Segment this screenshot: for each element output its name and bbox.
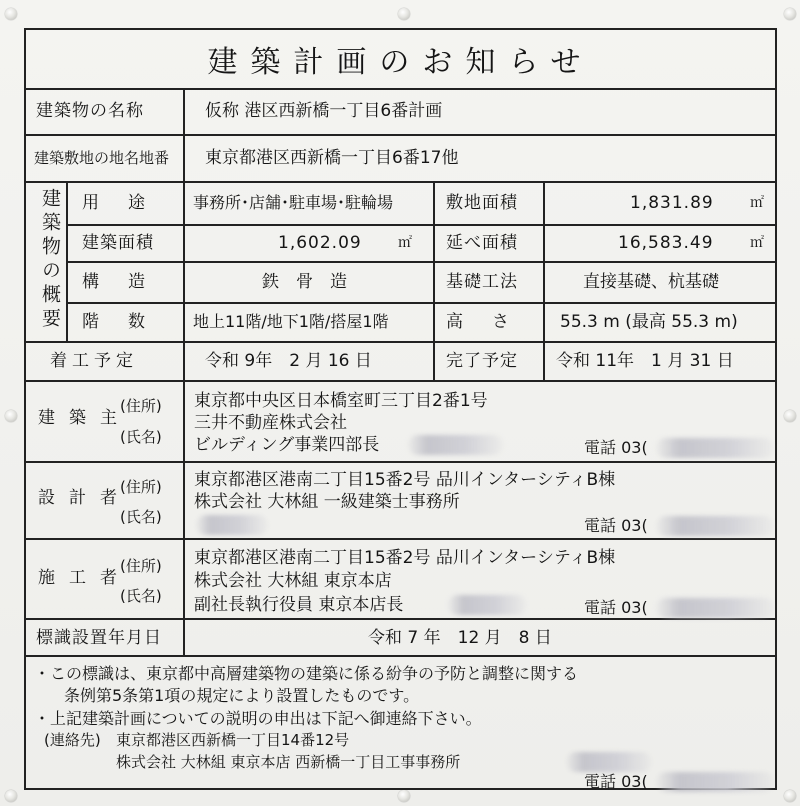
posted-date-label: 標識設置年月日 [36, 628, 162, 648]
contact-tag: (連絡先) [44, 731, 101, 749]
divider [24, 538, 777, 540]
owner-label: 建築主 [38, 408, 131, 428]
note-line: ・上記建築計画についての説明の申出は下記へ御連絡下さい。 [34, 709, 482, 728]
name-tag: (氏名) [120, 587, 162, 605]
site-area-label: 敷地面積 [446, 193, 518, 213]
redacted-phone [656, 772, 774, 792]
redacted-phone [656, 516, 774, 536]
name-tag: (氏名) [120, 508, 162, 526]
floors-value: 地上11階/地下1階/搭屋1階 [193, 312, 389, 331]
designer-label: 設計者 [38, 488, 131, 508]
redacted-name [408, 435, 503, 455]
owner-company: 三井不動産株式会社 [194, 413, 347, 433]
foundation-label: 基礎工法 [446, 272, 518, 292]
divider [66, 261, 777, 263]
redacted-phone [656, 598, 774, 618]
use-value: 事務所･店舗･駐車場･駐輪場 [193, 193, 394, 212]
structure-label: 構 造 [82, 272, 151, 292]
divider [24, 181, 777, 183]
area-unit: ㎡ [750, 235, 764, 251]
note-line: 条例第5条第1項の規定により設置したものです。 [64, 686, 420, 705]
designer-address: 東京都港区港南二丁目15番2号 品川インターシティB棟 [194, 470, 616, 490]
foundation-value: 直接基礎、杭基礎 [583, 272, 719, 292]
posted-date-value: 令和 7 年 12 月 8 日 [368, 628, 552, 648]
divider [24, 341, 777, 343]
address-tag: (住所) [120, 478, 162, 496]
divider [24, 380, 777, 382]
redacted-name [448, 595, 526, 615]
builder-address: 東京都港区港南二丁目15番2号 品川インターシティB棟 [194, 548, 616, 568]
building-name-label: 建築物の名称 [36, 101, 144, 121]
contact-address: 東京都港区西新橋一丁目14番12号 [116, 731, 350, 749]
structure-value: 鉄 骨 造 [262, 272, 347, 292]
completion-label: 完了予定 [446, 351, 518, 371]
divider [24, 134, 777, 136]
redacted-name [196, 515, 268, 535]
building-area-value: 1,602.09 [278, 233, 362, 253]
bolt-icon [5, 790, 17, 802]
bolt-icon [398, 8, 410, 20]
contact-name: 株式会社 大林組 東京本店 西新橋一丁目工事事務所 [116, 753, 461, 771]
builder-company: 株式会社 大林組 東京本店 [194, 571, 392, 591]
start-date: 令和 9年 2 月 16 日 [205, 351, 372, 371]
bolt-icon [5, 410, 17, 422]
divider [66, 224, 777, 226]
building-area-label: 建築面積 [82, 233, 154, 253]
bolt-icon [784, 410, 796, 422]
height-label: 高 さ [446, 312, 515, 332]
divider [66, 302, 777, 304]
owner-phone: 電話 03( [584, 438, 648, 457]
use-label: 用 途 [82, 193, 151, 213]
floor-area-value: 16,583.49 [618, 233, 714, 253]
address-tag: (住所) [120, 397, 162, 415]
completion-date: 令和 11年 1 月 31 日 [556, 351, 734, 371]
builder-label: 施工者 [38, 568, 131, 588]
address-tag: (住所) [120, 557, 162, 575]
divider [543, 181, 545, 380]
building-name-value: 仮称 港区西新橋一丁目6番計画 [205, 101, 443, 121]
redacted-name [566, 752, 652, 772]
owner-address: 東京都中央区日本橋室町三丁目2番1号 [194, 391, 488, 411]
area-unit: ㎡ [398, 235, 412, 251]
divider [66, 181, 68, 341]
contact-phone: 電話 03( [584, 772, 648, 791]
divider [24, 88, 777, 90]
site-area-value: 1,831.89 [630, 193, 714, 213]
note-line: ・この標識は、東京都中高層建築物の建築に係る紛争の予防と調整に関する [34, 664, 579, 683]
start-label: 着工予定 [50, 351, 138, 371]
site-address-value: 東京都港区西新橋一丁目6番17他 [205, 148, 459, 168]
redacted-phone [656, 438, 774, 458]
sign-title: 建築計画のお知らせ [207, 45, 594, 80]
bolt-icon [784, 8, 796, 20]
builder-phone: 電話 03( [584, 598, 648, 617]
bolt-icon [398, 790, 410, 802]
bolt-icon [784, 790, 796, 802]
owner-department: ビルディング事業四部長 [194, 435, 380, 455]
overview-group-label: 建築物の概要 [39, 188, 61, 332]
divider [24, 618, 777, 620]
divider [183, 88, 185, 655]
name-tag: (氏名) [120, 428, 162, 446]
divider [433, 181, 435, 380]
divider [24, 655, 777, 657]
site-address-label: 建築敷地の地名地番 [34, 149, 170, 167]
floor-area-label: 延べ面積 [446, 233, 518, 253]
builder-representative: 副社長執行役員 東京本店長 [194, 595, 404, 615]
height-value: 55.3 m (最高 55.3 m) [560, 312, 738, 332]
bolt-icon [5, 8, 17, 20]
floors-label: 階 数 [82, 312, 151, 332]
area-unit: ㎡ [750, 195, 764, 211]
designer-company: 株式会社 大林組 一級建築士事務所 [194, 492, 460, 512]
divider [24, 461, 777, 463]
designer-phone: 電話 03( [584, 516, 648, 535]
